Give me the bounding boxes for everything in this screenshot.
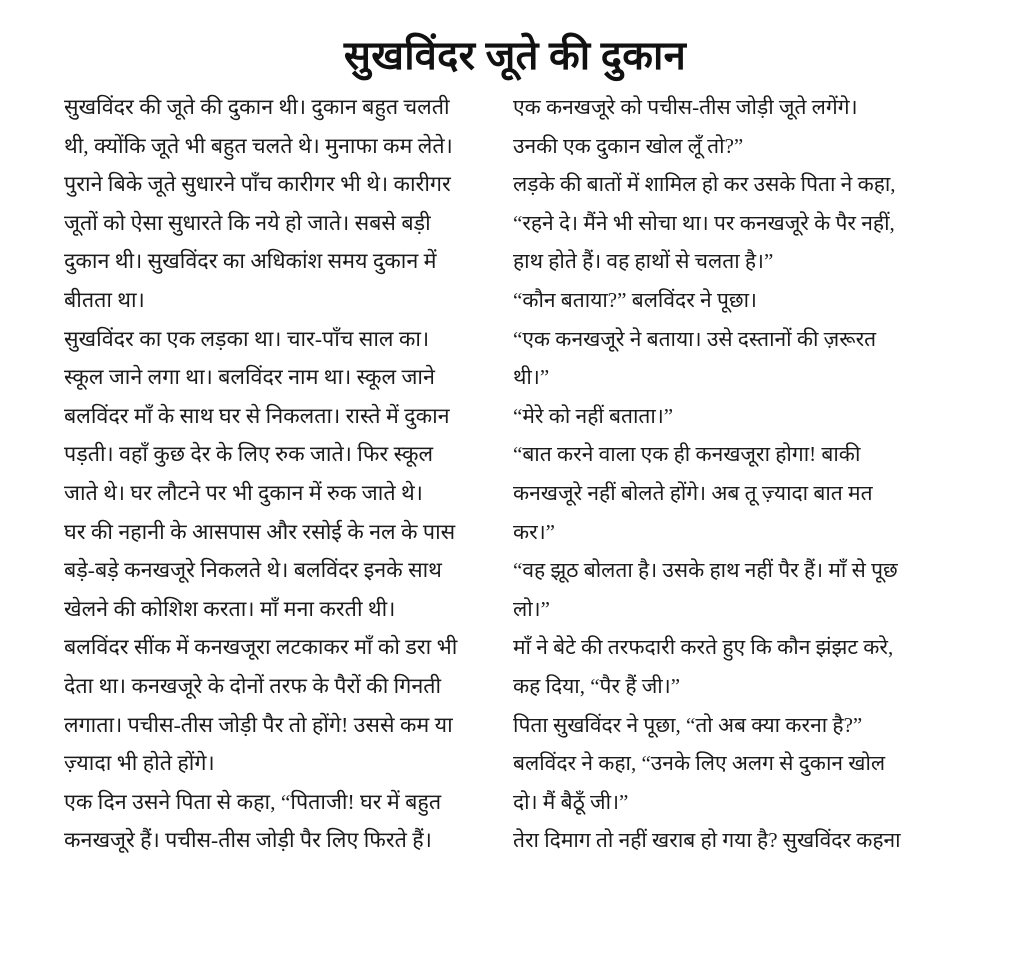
text-line: जूतों को ऐसा सुधारते कि नये हो जाते। सबसे बड़ी	[64, 210, 431, 235]
paragraph-block-right	[513, 88, 945, 860]
text-line: एक कनखजूरे को पचीस-तीस जोड़ी जूते लगेंगे।	[513, 95, 858, 119]
text-line: बीतता था।	[64, 287, 145, 312]
text-line: “वह झूठ बोलता है। उसके हाथ नहीं पैर हैं। माँ से पूछ	[513, 558, 898, 583]
text-line: कनखजूरे हैं। पचीस-तीस जोड़ी पैर लिए फिरते हैं।	[64, 828, 432, 853]
text-line: उनकी एक दुकान खोल लूँ तो?”	[513, 133, 744, 158]
text-line: “एक कनखजूरे ने बताया। उसे दस्तानों की ज़रूरत	[513, 326, 877, 351]
text-line: स्कूल जाने लगा था। बलविंदर नाम था। स्कूल जाने	[64, 365, 435, 390]
text-line: बलविंदर ने कहा, “उनके लिए अलग से दुकान खोल	[513, 751, 886, 776]
text-line: दो। मैं बैठूँ जी।”	[513, 789, 629, 814]
text-line: बड़े-बड़े कनखजूरे निकलते थे। बलविंदर इनके साथ	[64, 558, 442, 583]
text-line: लड़के की बातों में शामिल हो कर उसके पिता ने कहा,	[513, 172, 896, 197]
text-line: माँ ने बेटे की तरफदारी करते हुए कि कौन झंझट करे,	[513, 635, 894, 660]
text-line: ज़्यादा भी होते होंगे।	[64, 751, 215, 776]
text-line: सुखविंदर का एक लड़का था। चार-पाँच साल का।	[64, 326, 430, 351]
text-line: एक दिन उसने पिता से कहा, “पिताजी! घर में बहुत	[64, 789, 442, 814]
text-line: लगाता। पचीस-तीस जोड़ी पैर तो होंगे! उससे कम या	[64, 712, 453, 737]
text-line: बलविंदर माँ के साथ घर से निकलता। रास्ते में दुकान	[64, 403, 450, 428]
text-line: कर।”	[513, 519, 555, 544]
text-line: कह दिया, “पैर हैं जी।”	[513, 673, 681, 698]
body-columns	[0, 88, 1030, 888]
text-line: पिता सुखविंदर ने पूछा, “तो अब क्या करना है?”	[513, 712, 863, 737]
text-line: थी।”	[513, 365, 550, 390]
text-column-left	[64, 88, 474, 860]
page-title: सुखविंदर जूते की दुकान	[343, 32, 687, 78]
paragraph-block-left	[64, 88, 474, 860]
text-column-right	[513, 88, 945, 860]
text-line: “मेरे को नहीं बताता।”	[513, 403, 674, 428]
text-line: पड़ती। वहाँ कुछ देर के लिए रुक जाते। फिर स्कूल	[64, 442, 434, 467]
text-line: लो।”	[513, 596, 550, 621]
text-line: सुखविंदर की जूते की दुकान थी। दुकान बहुत चलती	[64, 95, 450, 119]
text-line: हाथ होते हैं। वह हाथों से चलता है।”	[513, 249, 774, 274]
text-line: जाते थे। घर लौटने पर भी दुकान में रुक जाते थे।	[64, 480, 423, 505]
text-line: देता था। कनखजूरे के दोनों तरफ के पैरों की गिनती	[64, 673, 442, 698]
text-line: बलविंदर सींक में कनखजूरा लटकाकर माँ को डरा भी	[64, 635, 458, 660]
text-line: पुराने बिके जूते सुधारने पाँच कारीगर भी थे। कारीगर	[64, 172, 451, 197]
text-line: कनखजूरे नहीं बोलते होंगे। अब तू ज़्यादा बात मत	[513, 480, 873, 505]
text-line: खेलने की कोशिश करता। माँ मना करती थी।	[64, 596, 396, 621]
text-line: “कौन बताया?” बलविंदर ने पूछा।	[513, 287, 757, 312]
text-line: थी, क्योंकि जूते भी बहुत चलते थे। मुनाफा कम लेते।	[64, 133, 453, 158]
text-line: घर की नहानी के आसपास और रसोई के नल के पास	[64, 519, 456, 544]
text-line: तेरा दिमाग तो नहीं खराब हो गया है? सुखविंदर कहना	[513, 828, 901, 853]
text-line: दुकान थी। सुखविंदर का अधिकांश समय दुकान में	[64, 249, 437, 274]
text-line: “रहने दे। मैंने भी सोचा था। पर कनखजूरे के पैर नहीं,	[513, 210, 895, 235]
text-line: “बात करने वाला एक ही कनखजूरा होगा! बाकी	[513, 442, 861, 467]
